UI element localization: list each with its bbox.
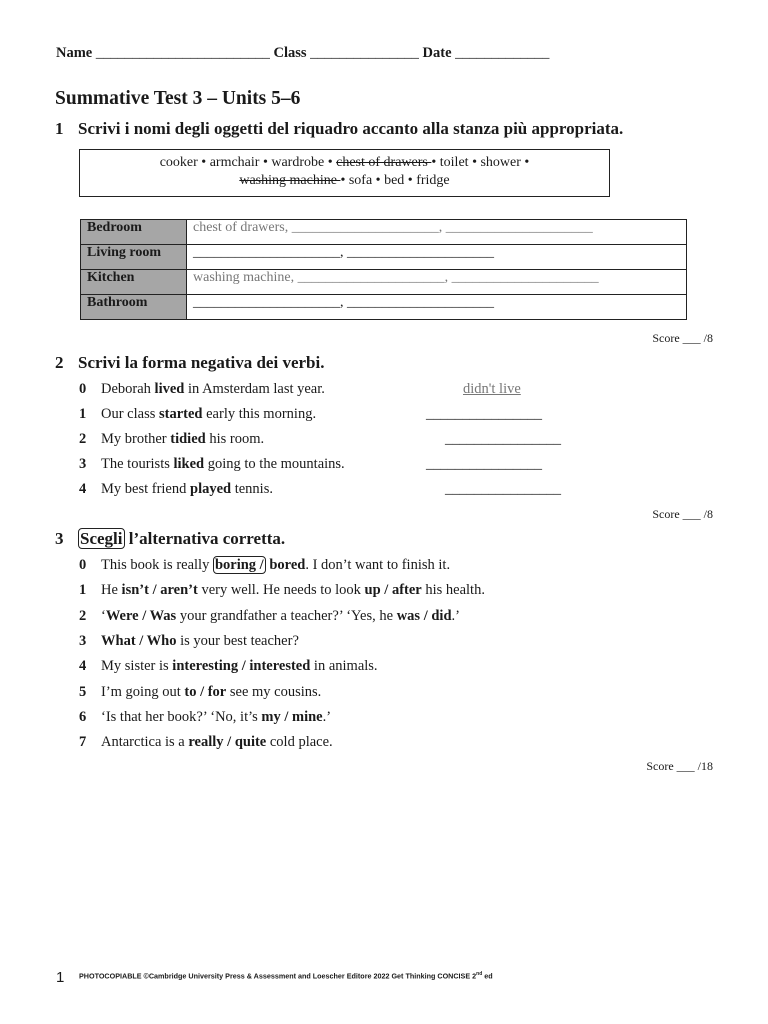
name-field[interactable]: ________________________ bbox=[95, 45, 270, 61]
item-text-before: Deborah bbox=[101, 381, 155, 397]
item-text-before: My best friend bbox=[101, 481, 190, 497]
exercise-2-score: Score ___ /8 bbox=[652, 507, 713, 521]
word-item-struck: chest of drawers bbox=[336, 155, 432, 170]
item-text-before: My brother bbox=[101, 431, 171, 447]
item-number: 0 bbox=[79, 381, 87, 397]
item-text: your grandfather a teacher?’ ‘Yes, he bbox=[176, 607, 397, 624]
choice-option[interactable]: isn’t / aren’t bbox=[121, 582, 198, 599]
exercise-3-instruction: l’alternativa corretta. bbox=[124, 529, 286, 548]
room-row bbox=[81, 270, 687, 295]
exercise-1-number: 1 bbox=[55, 119, 64, 138]
item-number: 7 bbox=[79, 734, 87, 751]
word-box-line-2 bbox=[80, 172, 609, 190]
rooms-table bbox=[80, 219, 687, 320]
room-label: Bathroom bbox=[81, 295, 187, 320]
item-text: his health. bbox=[421, 582, 485, 599]
choice-item bbox=[79, 582, 485, 599]
item-text: Antarctica is a bbox=[101, 734, 189, 751]
choice-item bbox=[79, 734, 333, 751]
bullet: • bbox=[407, 173, 413, 188]
word-item: armchair bbox=[209, 155, 260, 170]
question-item bbox=[79, 481, 273, 498]
item-text: see my cousins. bbox=[226, 683, 322, 700]
choice-option[interactable]: bored bbox=[265, 557, 306, 573]
choice-option[interactable]: interesting / interested bbox=[172, 658, 311, 675]
footer-text: PHOTOCOPIABLE ©Cambridge University Press & Assessment and Loescher Editore 2022 Get Thinking CONCISE 2 bbox=[79, 971, 477, 981]
word-item: shower bbox=[480, 155, 521, 170]
item-number: 3 bbox=[79, 632, 87, 649]
bullet: • bbox=[201, 155, 207, 170]
answer-blank[interactable]: ________________ bbox=[426, 406, 542, 422]
exercise-3-score: Score ___ /18 bbox=[646, 759, 713, 773]
item-text-before: Our class bbox=[101, 406, 159, 422]
bullet: • bbox=[340, 173, 346, 188]
page-number: 1 bbox=[56, 969, 65, 986]
room-answer-cell[interactable]: _____________________, _____________________ bbox=[187, 245, 687, 270]
verb: lived bbox=[154, 381, 185, 397]
question-item bbox=[79, 381, 325, 398]
item-number: 4 bbox=[79, 658, 87, 675]
exercise-2-instruction: Scrivi la forma negativa dei verbi. bbox=[78, 353, 325, 372]
footer-tail: ed bbox=[482, 971, 493, 981]
item-text: ‘Is that her book?’ ‘No, it’s bbox=[101, 708, 262, 725]
word-item: fridge bbox=[416, 173, 450, 188]
choice-option[interactable]: was / did bbox=[396, 607, 452, 624]
bullet: • bbox=[375, 173, 381, 188]
item-text-before: The tourists bbox=[101, 456, 174, 472]
choice-option[interactable]: really / quite bbox=[188, 734, 267, 751]
item-number: 5 bbox=[79, 683, 87, 700]
footer-sup: nd bbox=[476, 971, 483, 977]
item-text: .’ bbox=[451, 607, 460, 624]
room-answer-cell[interactable]: chest of drawers, _____________________, _____________________ bbox=[187, 220, 687, 245]
choice-item bbox=[79, 633, 299, 650]
room-row bbox=[81, 295, 687, 320]
item-text: . I don’t want to finish it. bbox=[305, 557, 451, 573]
choice-option[interactable]: Were / Was bbox=[105, 607, 177, 624]
class-label: Class bbox=[273, 45, 307, 61]
item-number: 2 bbox=[79, 607, 87, 624]
answer-blank[interactable]: ________________ bbox=[426, 456, 542, 472]
choice-option[interactable]: my / mine bbox=[261, 708, 323, 725]
verb: tidied bbox=[170, 431, 206, 447]
item-text: in animals. bbox=[310, 658, 378, 675]
item-text: very well. He needs to look bbox=[197, 582, 365, 599]
item-number: 6 bbox=[79, 708, 87, 725]
answer-blank[interactable]: ________________ bbox=[445, 431, 561, 447]
verb: played bbox=[190, 481, 232, 497]
circled-answer[interactable]: boring / bbox=[214, 557, 264, 573]
copyright-footer bbox=[79, 971, 493, 980]
bullet: • bbox=[524, 155, 530, 170]
item-text: My sister is bbox=[101, 658, 173, 675]
example-answer: didn't live bbox=[463, 381, 521, 397]
item-number: 1 bbox=[79, 582, 87, 599]
bullet: • bbox=[262, 155, 268, 170]
word-item: cooker bbox=[159, 155, 198, 170]
item-text-after: early this morning. bbox=[202, 406, 317, 422]
word-item: wardrobe bbox=[271, 155, 325, 170]
item-text: is your best teacher? bbox=[176, 632, 299, 649]
word-item: bed bbox=[384, 173, 405, 188]
word-box bbox=[79, 149, 610, 197]
word-item-struck: washing machine bbox=[239, 173, 341, 188]
question-item bbox=[79, 456, 345, 473]
choice-item bbox=[79, 658, 378, 675]
bullet: • bbox=[431, 155, 437, 170]
choice-option[interactable]: What / Who bbox=[101, 632, 177, 649]
exercise-1-heading bbox=[55, 119, 623, 139]
item-text: .’ bbox=[322, 708, 332, 725]
circled-instruction-word: Scegli bbox=[80, 529, 123, 548]
item-text-after: in Amsterdam last year. bbox=[184, 381, 325, 397]
verb: liked bbox=[173, 456, 205, 472]
room-answer-cell[interactable]: _____________________, _____________________ bbox=[187, 295, 687, 320]
bullet: • bbox=[327, 155, 333, 170]
item-number: 0 bbox=[79, 557, 87, 573]
room-label: Bedroom bbox=[81, 220, 187, 245]
choice-item bbox=[79, 557, 450, 574]
item-text-after: tennis. bbox=[231, 481, 273, 497]
item-text: He bbox=[101, 582, 122, 599]
item-number: 4 bbox=[79, 481, 87, 497]
choice-item bbox=[79, 709, 331, 726]
question-item bbox=[79, 431, 264, 448]
page-title: Summative Test 3 – Units 5–6 bbox=[55, 88, 301, 109]
choice-item bbox=[79, 684, 321, 701]
item-text: I’m going out bbox=[101, 683, 185, 700]
answer-blank[interactable]: ________________ bbox=[445, 481, 561, 497]
room-answer-cell[interactable]: washing machine, _____________________, _____________________ bbox=[187, 270, 687, 295]
item-number: 3 bbox=[79, 456, 87, 472]
verb: started bbox=[159, 406, 203, 422]
exercise-2-number: 2 bbox=[55, 353, 64, 372]
student-info-line bbox=[56, 45, 549, 62]
question-item bbox=[79, 406, 316, 423]
item-text: ‘ bbox=[101, 607, 106, 624]
word-item: sofa bbox=[348, 173, 373, 188]
date-field[interactable]: _____________ bbox=[455, 45, 550, 61]
item-text-after: going to the mountains. bbox=[204, 456, 345, 472]
choice-option[interactable]: to / for bbox=[184, 683, 227, 700]
date-label: Date bbox=[422, 45, 452, 61]
item-number: 2 bbox=[79, 431, 87, 447]
room-row bbox=[81, 245, 687, 270]
exercise-3-heading bbox=[55, 529, 285, 549]
exercise-1-score: Score ___ /8 bbox=[652, 331, 713, 345]
room-label: Living room bbox=[81, 245, 187, 270]
room-row bbox=[81, 220, 687, 245]
item-text: cold place. bbox=[266, 734, 333, 751]
item-text-after: his room. bbox=[205, 431, 265, 447]
room-label: Kitchen bbox=[81, 270, 187, 295]
bullet: • bbox=[472, 155, 477, 170]
exercise-2-heading bbox=[55, 353, 324, 373]
choice-option[interactable]: up / after bbox=[364, 582, 422, 599]
item-text: This book is really bbox=[101, 557, 213, 573]
exercise-1-instruction: Scrivi i nomi degli oggetti del riquadro accanto alla stanza più appropriata. bbox=[78, 119, 624, 138]
exercise-3-number: 3 bbox=[55, 529, 64, 548]
name-label: Name bbox=[56, 45, 93, 61]
choice-item bbox=[79, 608, 460, 625]
word-item: toilet bbox=[439, 155, 469, 170]
item-number: 1 bbox=[79, 406, 87, 422]
class-field[interactable]: _______________ bbox=[310, 45, 419, 61]
word-box-line-1 bbox=[80, 154, 609, 172]
